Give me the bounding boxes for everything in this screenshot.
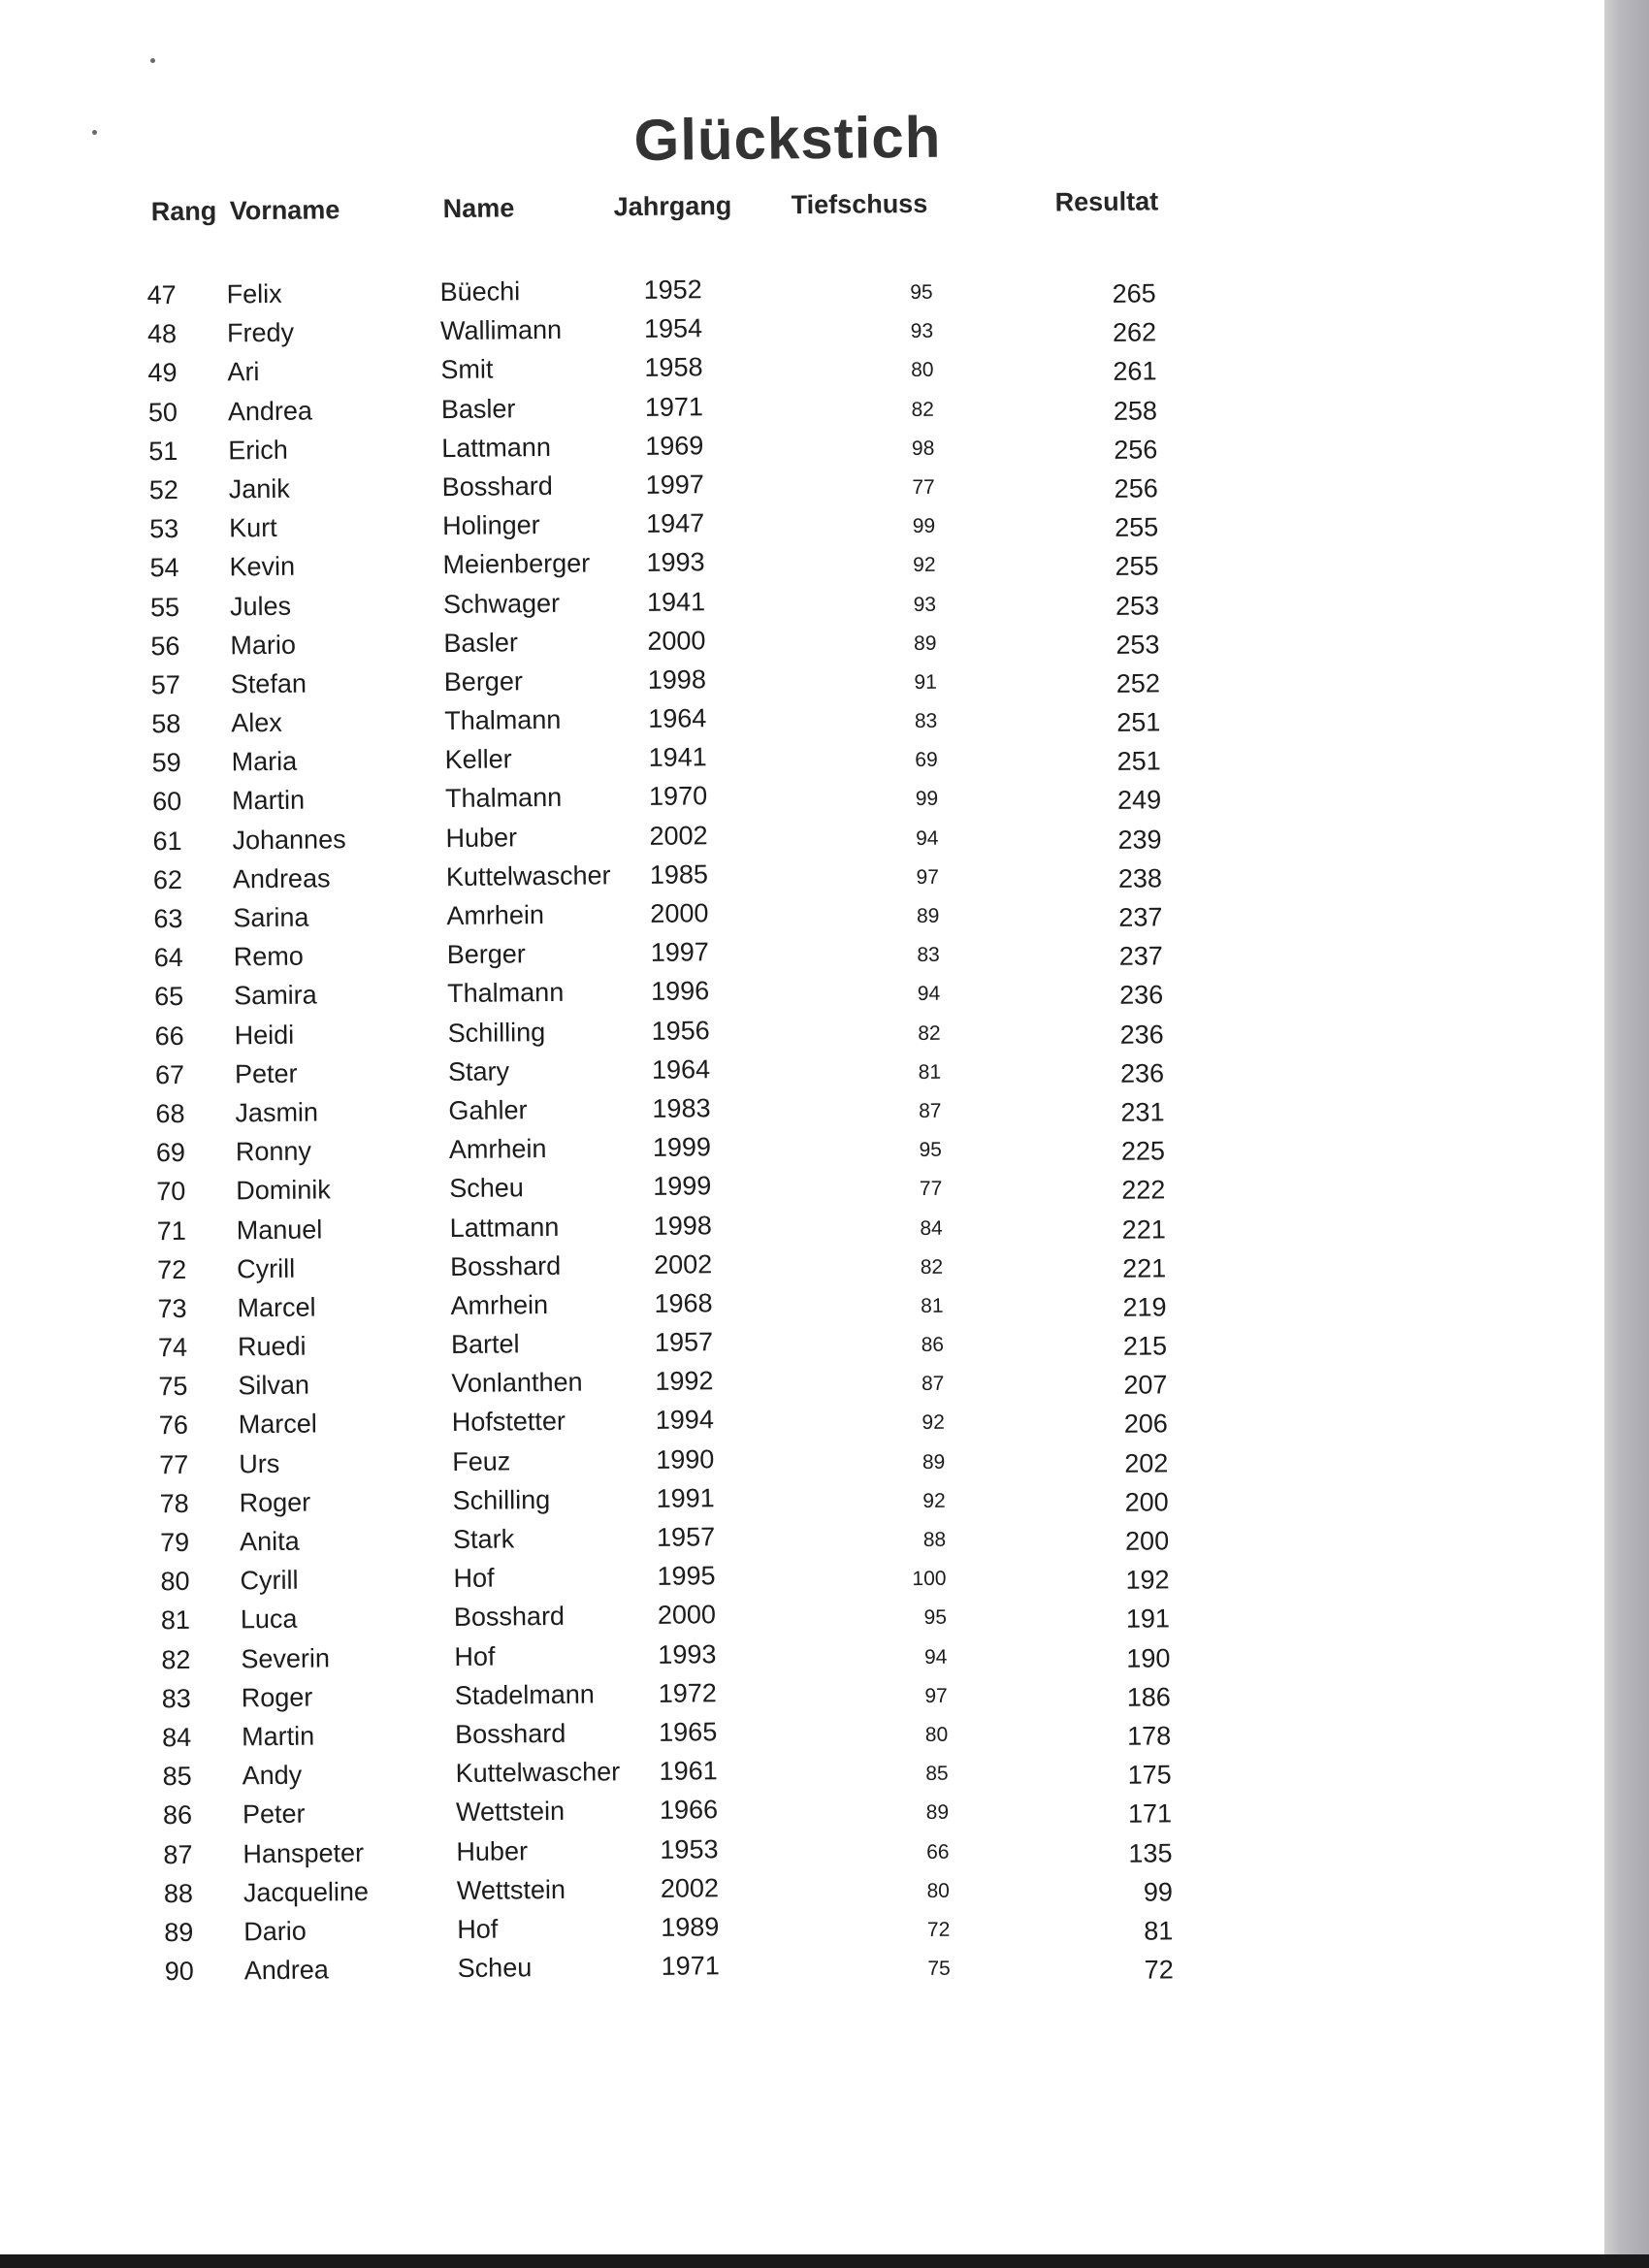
rank-cell: 61 — [152, 826, 182, 856]
first-name-cell: Luca — [240, 1604, 298, 1635]
rank-cell: 63 — [153, 903, 183, 934]
birth-year-cell: 2000 — [657, 1600, 717, 1631]
first-name-cell: Sarina — [233, 902, 309, 933]
tiefschuss-cell: 98 — [911, 437, 935, 460]
rank-cell: 58 — [151, 708, 181, 739]
rank-cell: 51 — [148, 436, 178, 467]
last-name-cell: Amrhein — [448, 1134, 547, 1165]
tiefschuss-cell: 86 — [921, 1333, 945, 1357]
result-cell: 200 — [1124, 1526, 1170, 1556]
birth-year-cell: 1957 — [654, 1327, 714, 1357]
tiefschuss-cell: 100 — [912, 1567, 947, 1591]
tiefschuss-cell: 92 — [922, 1489, 946, 1512]
header-tiefschuss: Tiefschuss — [791, 188, 928, 220]
tiefschuss-cell: 94 — [917, 983, 941, 1006]
birth-year-cell: 2000 — [647, 625, 706, 656]
first-name-cell: Jasmin — [235, 1097, 319, 1128]
result-cell: 99 — [1143, 1876, 1174, 1907]
birth-year-cell: 1968 — [654, 1288, 713, 1318]
birth-year-cell: 1993 — [646, 547, 705, 578]
result-cell: 231 — [1120, 1097, 1165, 1127]
tiefschuss-cell: 66 — [925, 1840, 950, 1863]
birth-year-cell: 1965 — [659, 1717, 718, 1747]
header-rang: Rang — [150, 196, 217, 227]
last-name-cell: Feuz — [452, 1446, 511, 1476]
rank-cell: 48 — [146, 319, 178, 349]
last-name-cell: Thalmann — [444, 783, 563, 814]
birth-year-cell: 1989 — [661, 1912, 720, 1942]
last-name-cell: Basler — [443, 627, 519, 658]
tiefschuss-cell: 97 — [916, 865, 940, 889]
tiefschuss-cell: 81 — [918, 1060, 942, 1084]
last-name-cell: Amrhein — [446, 900, 545, 931]
last-name-cell: Meienberger — [442, 548, 591, 580]
birth-year-cell: 2002 — [660, 1872, 720, 1903]
birth-year-cell: 2000 — [650, 898, 709, 928]
result-cell: 256 — [1114, 473, 1158, 503]
result-cell: 225 — [1120, 1136, 1166, 1166]
tiefschuss-cell: 80 — [911, 359, 934, 382]
tiefschuss-cell: 88 — [922, 1528, 947, 1551]
last-name-cell: Stark — [452, 1524, 515, 1555]
last-name-cell: Hof — [454, 1641, 496, 1671]
tiefschuss-cell: 80 — [924, 1723, 949, 1746]
tiefschuss-cell: 93 — [913, 593, 937, 616]
tiefschuss-cell: 85 — [925, 1762, 949, 1786]
rank-cell: 60 — [151, 787, 182, 817]
rank-cell: 88 — [163, 1878, 194, 1908]
result-cell: 236 — [1119, 1019, 1164, 1050]
last-name-cell: Kuttelwascher — [445, 860, 611, 891]
rank-cell: 75 — [158, 1372, 188, 1402]
result-cell: 222 — [1121, 1175, 1166, 1206]
birth-year-cell: 1991 — [656, 1483, 715, 1513]
birth-year-cell: 1972 — [658, 1677, 717, 1708]
result-cell: 239 — [1117, 824, 1162, 855]
tiefschuss-cell: 87 — [921, 1372, 945, 1396]
result-cell: 206 — [1123, 1409, 1169, 1440]
result-cell: 72 — [1144, 1955, 1174, 1985]
birth-year-cell: 1971 — [661, 1951, 720, 1981]
last-name-cell: Bosshard — [455, 1718, 566, 1749]
title-text: Glückstich — [633, 104, 942, 174]
birth-year-cell: 1971 — [644, 391, 704, 422]
birth-year-cell: 1954 — [643, 313, 703, 344]
last-name-cell: Scheu — [449, 1173, 525, 1204]
last-name-cell: Bosshard — [453, 1602, 566, 1633]
rank-cell: 65 — [154, 982, 184, 1012]
tiefschuss-cell: 82 — [920, 1255, 944, 1279]
first-name-cell: Peter — [242, 1798, 306, 1830]
rank-cell: 71 — [156, 1215, 186, 1246]
result-cell: 207 — [1123, 1370, 1168, 1401]
result-cell: 237 — [1118, 902, 1163, 932]
tiefschuss-cell: 95 — [910, 280, 933, 305]
first-name-cell: Stefan — [230, 668, 307, 699]
last-name-cell: Huber — [456, 1835, 529, 1866]
rank-cell: 73 — [157, 1293, 187, 1324]
birth-year-cell: 1983 — [652, 1093, 711, 1123]
tiefschuss-cell: 81 — [921, 1294, 944, 1317]
rank-cell: 84 — [162, 1722, 192, 1753]
rank-cell: 82 — [161, 1644, 191, 1674]
first-name-cell: Urs — [239, 1448, 280, 1478]
first-name-cell: Erich — [228, 435, 288, 466]
birth-year-cell: 1985 — [649, 859, 709, 890]
result-cell: 256 — [1114, 435, 1158, 465]
result-cell: 253 — [1115, 590, 1160, 621]
first-name-cell: Cyrill — [240, 1565, 299, 1596]
rank-cell: 50 — [147, 397, 178, 427]
birth-year-cell: 1998 — [647, 664, 707, 695]
tiefschuss-cell: 84 — [920, 1216, 943, 1240]
tiefschuss-cell: 92 — [913, 554, 936, 577]
birth-year-cell: 1995 — [657, 1561, 716, 1592]
last-name-cell: Gahler — [448, 1095, 528, 1125]
birth-year-cell: 1964 — [651, 1053, 711, 1085]
first-name-cell: Cyrill — [236, 1253, 296, 1284]
result-cell: 252 — [1116, 668, 1161, 698]
tiefschuss-cell: 93 — [910, 319, 934, 343]
birth-year-cell: 1994 — [655, 1405, 715, 1436]
rank-cell: 83 — [161, 1683, 191, 1713]
result-cell: 262 — [1112, 317, 1157, 348]
last-name-cell: Holinger — [441, 510, 540, 541]
last-name-cell: Schilling — [452, 1484, 551, 1515]
first-name-cell: Severin — [241, 1642, 331, 1673]
tiefschuss-cell: 94 — [916, 826, 939, 850]
birth-year-cell: 1993 — [658, 1638, 717, 1669]
last-name-cell: Thalmann — [444, 704, 562, 736]
result-cell: 191 — [1125, 1604, 1171, 1635]
first-name-cell: Hanspeter — [242, 1837, 365, 1868]
tiefschuss-cell: 94 — [923, 1645, 948, 1669]
tiefschuss-cell: 89 — [916, 904, 940, 927]
result-cell: 219 — [1122, 1292, 1167, 1322]
rank-cell: 70 — [156, 1177, 186, 1207]
birth-year-cell: 1958 — [644, 352, 703, 383]
rank-cell: 52 — [148, 474, 178, 505]
tiefschuss-cell: 77 — [919, 1178, 943, 1201]
tiefschuss-cell: 87 — [919, 1099, 942, 1122]
rank-cell: 62 — [152, 864, 183, 895]
result-cell: 221 — [1121, 1214, 1166, 1245]
tiefschuss-cell: 82 — [911, 398, 935, 421]
birth-year-cell: 2002 — [653, 1248, 713, 1280]
tiefschuss-cell: 95 — [923, 1606, 948, 1630]
result-cell: 81 — [1144, 1916, 1174, 1946]
last-name-cell: Lattmann — [449, 1212, 560, 1243]
result-cell: 215 — [1122, 1331, 1168, 1361]
first-name-cell: Alex — [231, 707, 282, 738]
result-cell: 192 — [1125, 1565, 1170, 1595]
page-title — [0, 97, 1595, 180]
rank-cell: 85 — [162, 1761, 192, 1792]
first-name-cell: Martin — [242, 1721, 315, 1752]
last-name-cell: Scheu — [457, 1953, 533, 1984]
last-name-cell: Kuttelwascher — [455, 1757, 621, 1789]
first-name-cell: Peter — [234, 1058, 298, 1089]
header-vorname: Vorname — [229, 195, 340, 226]
result-cell: 249 — [1116, 785, 1162, 816]
first-name-cell: Samira — [234, 980, 317, 1011]
rank-cell: 57 — [150, 669, 181, 700]
last-name-cell: Bosshard — [449, 1250, 562, 1281]
rank-cell: 47 — [146, 279, 177, 310]
birth-year-cell: 1957 — [656, 1522, 716, 1552]
first-name-cell: Andrea — [243, 1955, 329, 1986]
first-name-cell: Ruedi — [237, 1331, 307, 1362]
first-name-cell: Kevin — [229, 552, 296, 582]
birth-year-cell: 1992 — [655, 1366, 714, 1397]
rank-cell: 90 — [164, 1956, 194, 1987]
last-name-cell: Basler — [440, 393, 516, 424]
rank-cell: 55 — [149, 592, 180, 622]
tiefschuss-cell: 82 — [918, 1021, 941, 1045]
rank-cell: 69 — [155, 1138, 186, 1168]
last-name-cell: Lattmann — [441, 432, 552, 463]
last-name-cell: Smit — [440, 354, 494, 385]
rank-cell: 49 — [147, 358, 178, 388]
tiefschuss-cell: 95 — [919, 1138, 943, 1162]
result-cell: 265 — [1112, 278, 1156, 308]
last-name-cell: Thalmann — [447, 978, 565, 1009]
rank-cell: 77 — [159, 1449, 189, 1479]
rank-cell: 86 — [162, 1800, 193, 1831]
result-cell: 238 — [1117, 863, 1163, 893]
last-name-cell: Wallimann — [439, 314, 563, 346]
tiefschuss-cell: 80 — [926, 1879, 951, 1902]
last-name-cell: Stary — [447, 1056, 510, 1086]
tiefschuss-cell: 89 — [925, 1801, 950, 1825]
birth-year-cell: 1996 — [651, 976, 710, 1007]
last-name-cell: Hof — [453, 1563, 495, 1594]
last-name-cell: Stadelmann — [454, 1679, 596, 1710]
birth-year-cell: 1941 — [648, 742, 707, 773]
first-name-cell: Ronny — [235, 1136, 312, 1167]
result-cell: 251 — [1116, 746, 1161, 777]
last-name-cell: Amrhein — [450, 1289, 549, 1320]
tiefschuss-cell: 91 — [914, 670, 937, 694]
rank-cell: 67 — [154, 1059, 185, 1089]
result-cell: 255 — [1114, 512, 1159, 542]
last-name-cell: Vonlanthen — [451, 1367, 583, 1399]
last-name-cell: Wettstein — [456, 1874, 566, 1905]
last-name-cell: Berger — [443, 666, 524, 697]
result-cell: 200 — [1124, 1487, 1169, 1517]
tiefschuss-cell: 83 — [914, 709, 938, 733]
first-name-cell: Heidi — [234, 1020, 295, 1050]
first-name-cell: Andrea — [227, 396, 313, 426]
rank-cell: 81 — [160, 1605, 191, 1636]
birth-year-cell: 1947 — [645, 508, 705, 539]
first-name-cell: Andy — [242, 1760, 303, 1791]
result-cell: 237 — [1118, 941, 1163, 971]
rank-cell: 72 — [156, 1254, 187, 1284]
first-name-cell: Mario — [230, 630, 297, 661]
birth-year-cell: 1969 — [645, 431, 704, 461]
rank-cell: 54 — [149, 553, 179, 583]
birth-year-cell: 1970 — [648, 781, 708, 812]
last-name-cell: Schilling — [447, 1017, 546, 1048]
rank-cell: 56 — [150, 631, 180, 661]
result-cell: 261 — [1113, 356, 1157, 387]
header-resultat: Resultat — [1054, 186, 1159, 217]
tiefschuss-cell: 99 — [912, 514, 936, 538]
first-name-cell: Marcel — [238, 1409, 317, 1440]
first-name-cell: Remo — [233, 941, 304, 972]
rank-cell: 64 — [153, 943, 183, 973]
last-name-cell: Hofstetter — [451, 1407, 566, 1438]
first-name-cell: Johannes — [232, 824, 346, 856]
first-name-cell: Anita — [239, 1526, 300, 1557]
tiefschuss-cell: 97 — [924, 1684, 948, 1707]
header-jahrgang: Jahrgang — [613, 190, 732, 222]
tiefschuss-cell: 69 — [915, 749, 938, 772]
first-name-cell: Felix — [226, 278, 282, 309]
first-name-cell: Janik — [228, 473, 290, 504]
tiefschuss-cell: 77 — [912, 475, 935, 499]
result-cell: 253 — [1116, 630, 1160, 660]
last-name-cell: Büechi — [439, 276, 521, 308]
last-name-cell: Hof — [457, 1914, 499, 1944]
birth-year-cell: 1997 — [650, 937, 709, 968]
birth-year-cell: 1953 — [660, 1833, 719, 1864]
result-cell: 236 — [1119, 980, 1164, 1011]
birth-year-cell: 1961 — [659, 1756, 718, 1786]
first-name-cell: Roger — [239, 1487, 311, 1518]
first-name-cell: Kurt — [228, 513, 277, 543]
rank-cell: 53 — [148, 514, 179, 544]
result-cell: 221 — [1121, 1253, 1167, 1283]
rank-cell: 74 — [157, 1332, 188, 1363]
rank-cell: 78 — [159, 1488, 189, 1519]
last-name-cell: Wettstein — [455, 1797, 566, 1828]
result-cell: 190 — [1126, 1642, 1171, 1673]
birth-year-cell: 2002 — [649, 820, 708, 851]
first-name-cell: Manuel — [236, 1214, 323, 1245]
first-name-cell: Roger — [241, 1682, 313, 1713]
last-name-cell: Berger — [446, 939, 526, 970]
first-name-cell: Martin — [231, 786, 306, 816]
rank-cell: 68 — [155, 1098, 185, 1129]
first-name-cell: Marcel — [237, 1292, 316, 1323]
tiefschuss-cell: 89 — [913, 632, 937, 655]
rank-cell: 87 — [163, 1839, 193, 1869]
last-name-cell: Huber — [445, 822, 518, 853]
tiefschuss-cell: 92 — [922, 1411, 945, 1435]
first-name-cell: Jacqueline — [242, 1876, 370, 1908]
tiefschuss-cell: 99 — [915, 788, 939, 811]
birth-year-cell: 1966 — [659, 1795, 719, 1826]
first-name-cell: Ari — [227, 357, 260, 387]
tiefschuss-cell: 89 — [922, 1450, 946, 1474]
last-name-cell: Bartel — [450, 1329, 520, 1360]
result-cell: 236 — [1119, 1058, 1165, 1088]
birth-year-cell: 1990 — [656, 1443, 715, 1474]
last-name-cell: Keller — [444, 744, 512, 775]
birth-year-cell: 1999 — [652, 1132, 712, 1162]
rank-cell: 76 — [158, 1410, 189, 1441]
result-cell: 258 — [1113, 395, 1158, 426]
rank-cell: 80 — [160, 1567, 190, 1597]
result-cell: 171 — [1127, 1798, 1173, 1830]
tiefschuss-cell: 72 — [926, 1918, 951, 1941]
result-cell: 178 — [1127, 1721, 1172, 1751]
result-cell: 186 — [1126, 1682, 1171, 1712]
first-name-cell: Andreas — [232, 863, 331, 894]
rank-cell: 89 — [164, 1917, 194, 1948]
rank-cell: 59 — [151, 748, 181, 778]
results-table — [0, 266, 1614, 1997]
birth-year-cell: 1998 — [653, 1210, 712, 1241]
first-name-cell: Fredy — [226, 317, 295, 348]
first-name-cell: Jules — [229, 591, 292, 621]
birth-year-cell: 1952 — [643, 275, 702, 305]
first-name-cell: Dario — [243, 1916, 307, 1947]
birth-year-cell: 1956 — [651, 1015, 710, 1046]
birth-year-cell: 1997 — [645, 470, 704, 500]
result-cell: 202 — [1124, 1447, 1169, 1478]
header-name: Name — [442, 193, 515, 224]
last-name-cell: Schwager — [442, 588, 561, 619]
last-name-cell: Bosshard — [441, 470, 553, 502]
tiefschuss-cell: 75 — [927, 1957, 951, 1980]
rank-cell: 79 — [159, 1527, 190, 1558]
tiefschuss-cell: 83 — [917, 943, 940, 967]
result-cell: 251 — [1116, 707, 1161, 737]
birth-year-cell: 1964 — [648, 703, 707, 733]
first-name-cell: Dominik — [236, 1175, 331, 1206]
result-cell: 255 — [1115, 551, 1159, 582]
birth-year-cell: 1941 — [646, 586, 706, 617]
first-name-cell: Silvan — [238, 1370, 310, 1401]
first-name-cell: Maria — [231, 746, 298, 777]
result-cell: 135 — [1128, 1837, 1173, 1868]
result-cell: 175 — [1127, 1760, 1172, 1790]
birth-year-cell: 1999 — [653, 1171, 712, 1202]
rank-cell: 66 — [154, 1021, 184, 1051]
